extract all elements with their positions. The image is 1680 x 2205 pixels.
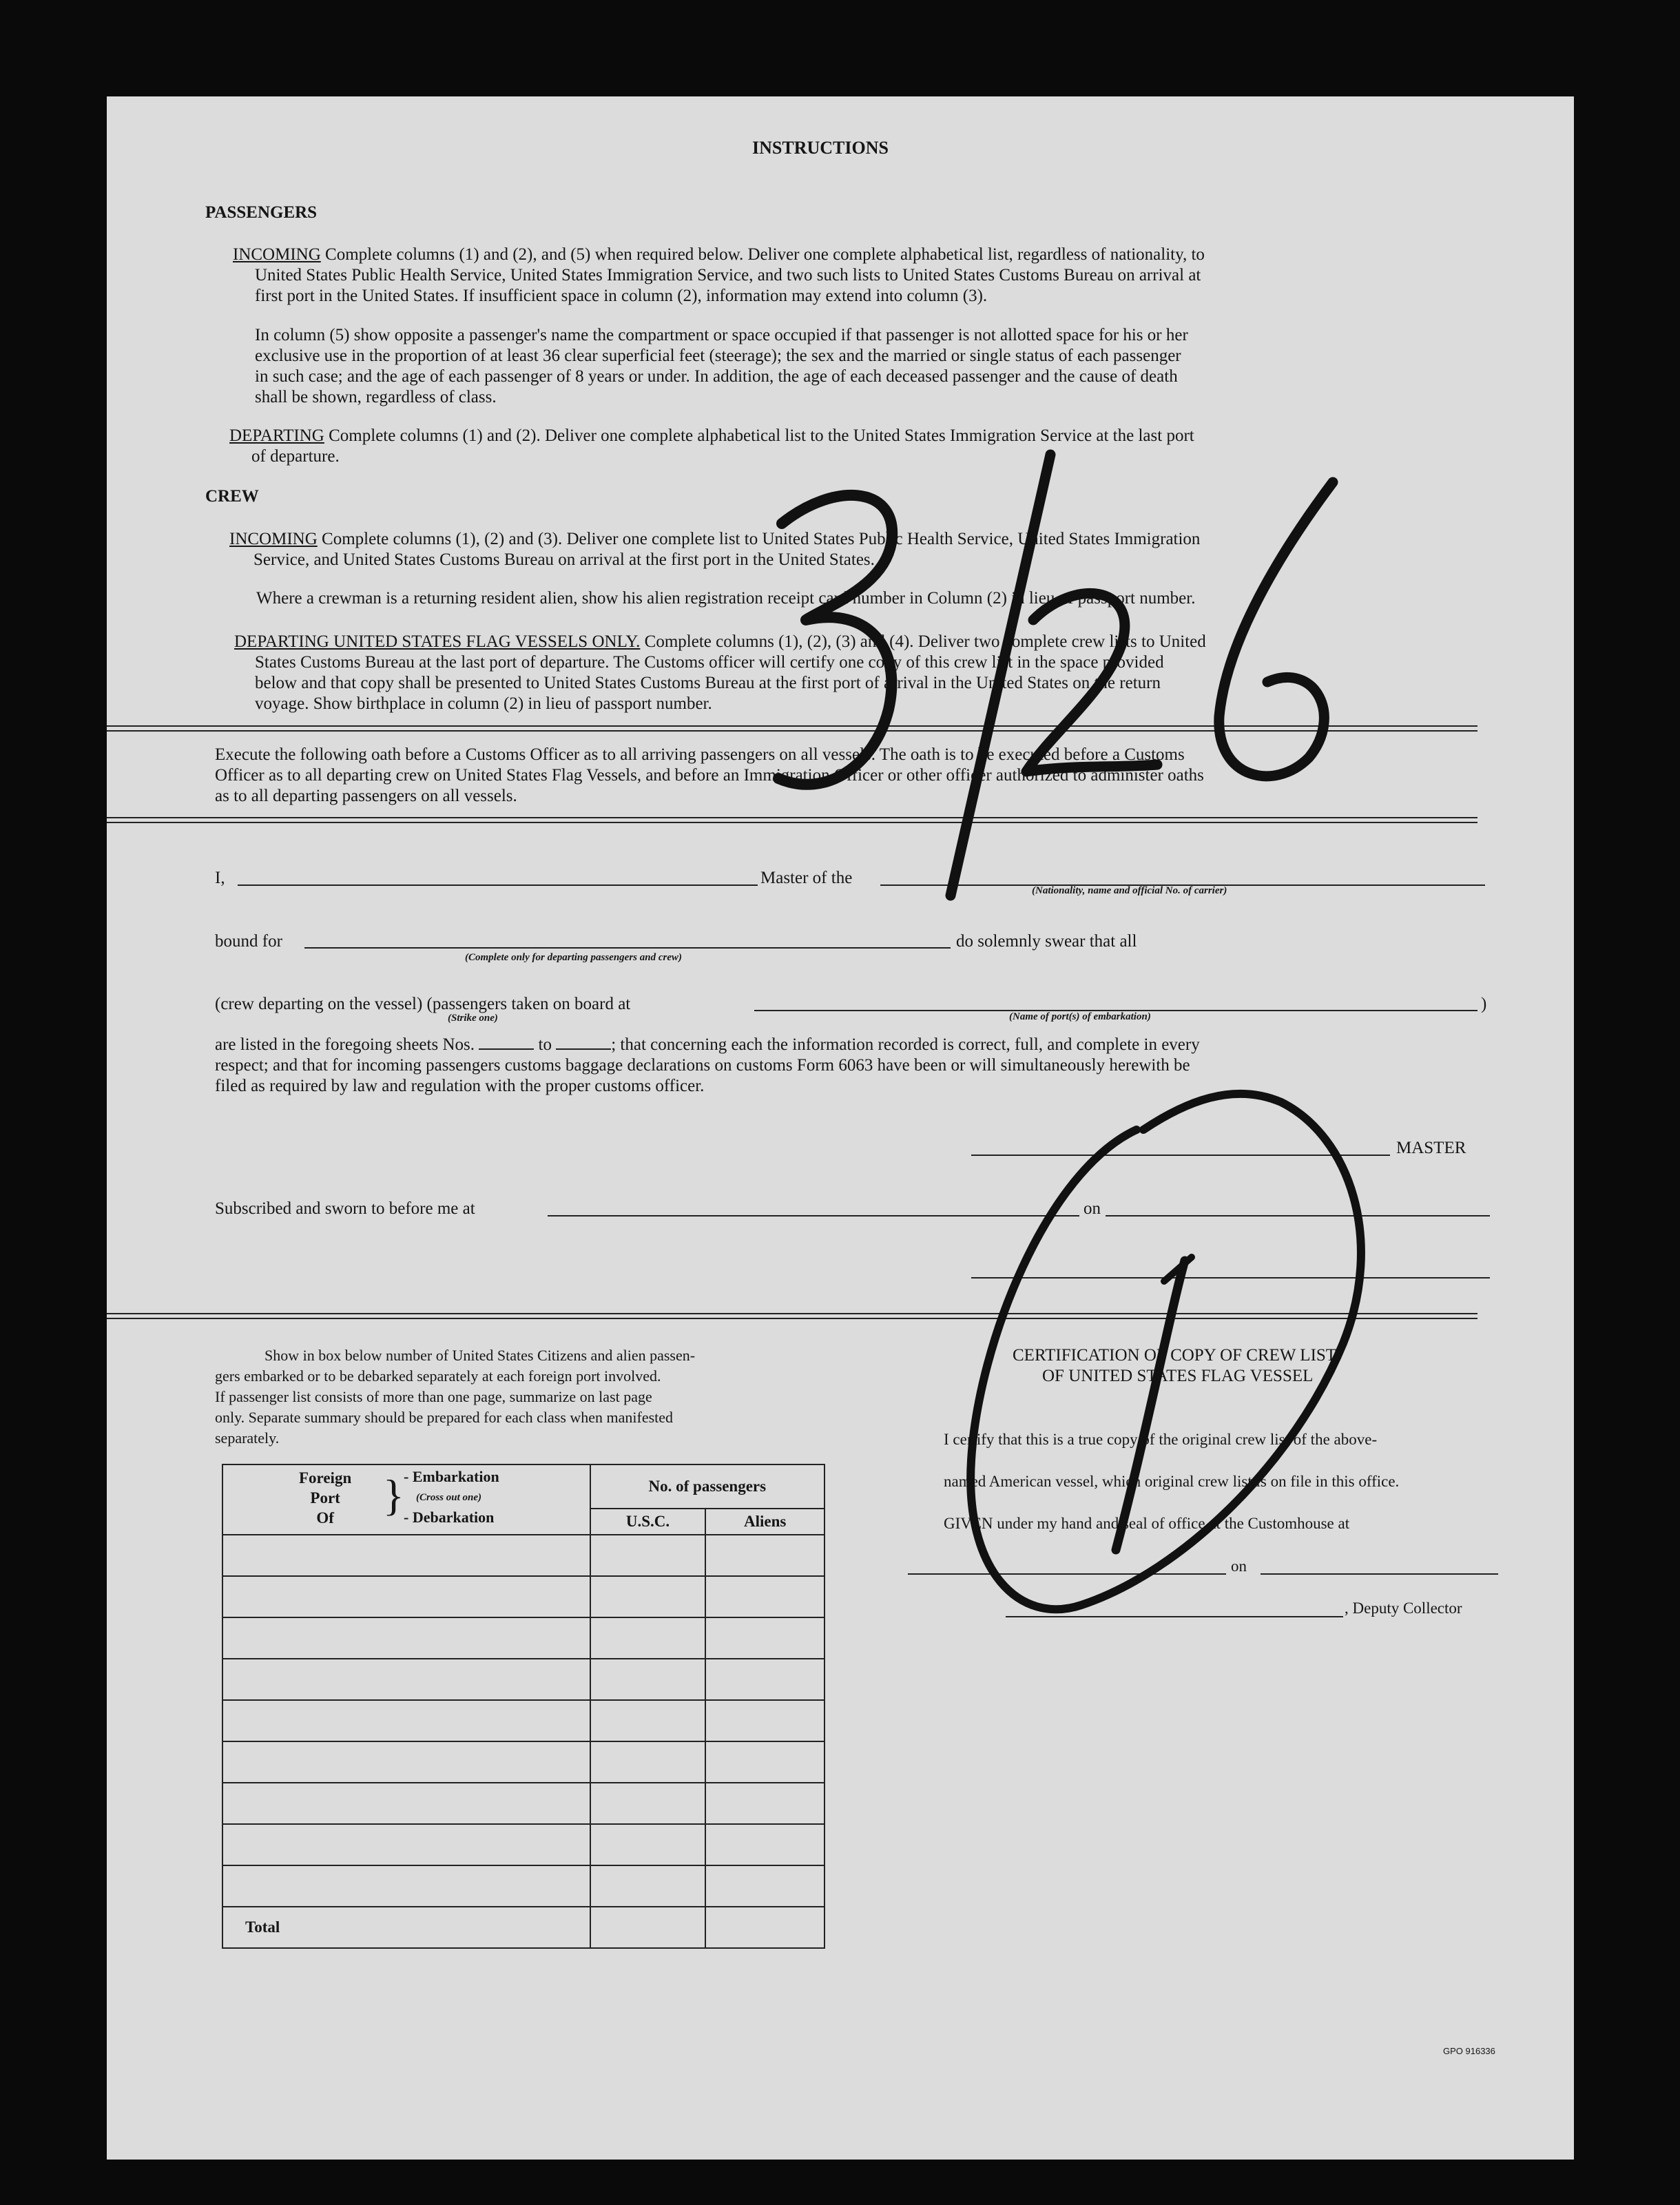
execute-line-1: Execute the following oath before a Customs Officer as to all arriving passengers on all vessels. The oath is to be executed before a Customs [215, 745, 1185, 764]
port-label-of: Of [316, 1509, 334, 1526]
summary-intro-2: gers embarked or to be debarked separately at each foreign port involved. [215, 1367, 661, 1385]
passengers-incoming-label: INCOMING [233, 245, 321, 264]
handwritten-six-icon [1219, 482, 1333, 776]
crew-incoming-line-2: Service, and United States Customs Bureau on arrival at the first port in the United States. [253, 550, 875, 569]
crew-departing-text: Complete columns (1), (2), (3) and (4). Deliver two complete crew lists to United [644, 632, 1206, 651]
listed-to: to [538, 1035, 552, 1054]
column5-line-1: In column (5) show opposite a passenger's name the compartment or space occupied if that passenger is not allotted space for his or her [255, 326, 1188, 344]
page-title: INSTRUCTIONS [752, 138, 889, 158]
no-passengers-header: No. of passengers [590, 1464, 825, 1509]
close-paren: ) [1481, 995, 1487, 1013]
crew-incoming-label: INCOMING [229, 530, 318, 548]
i-label: I, [215, 869, 225, 887]
listed-line-3: filed as required by law and regulation with the proper customs officer. [215, 1077, 705, 1095]
passengers-departing-line-2: of departure. [251, 447, 340, 466]
certification-title-2: OF UNITED STATES FLAG VESSEL [1042, 1367, 1314, 1385]
port-label-port: Port [310, 1489, 340, 1507]
master-label: MASTER [1396, 1139, 1466, 1157]
brace: } [383, 1471, 404, 1520]
listed-line-2: respect; and that for incoming passengers customs baggage declarations on customs Form 6063 have been or will simultaneously herewith be [215, 1056, 1190, 1075]
deputy-collector-label: , Deputy Collector [1345, 1600, 1462, 1617]
summary-intro-4: only. Separate summary should be prepared for each class when manifested [215, 1409, 674, 1426]
usc-header: U.S.C. [590, 1509, 706, 1535]
swear-text: do solemnly swear that all [956, 932, 1137, 951]
strike-caption: (Strike one) [448, 1013, 498, 1024]
summary-intro-5: separately. [215, 1429, 280, 1447]
crew-passengers-text: (crew departing on the vessel) (passengers taken on board at [215, 995, 631, 1013]
passengers-departing-label: DEPARTING [229, 426, 324, 445]
aliens-header: Aliens [705, 1509, 825, 1535]
summary-intro-3: If passenger list consists of more than one page, summarize on last page [215, 1388, 652, 1405]
bound-for-label: bound for [215, 932, 282, 951]
embarkation-option[interactable]: - Embarkation [404, 1468, 499, 1485]
crew-departing-line-3: below and that copy shall be presented to United States Customs Bureau at the first port of arrival in the United States on the return [255, 674, 1161, 692]
carrier-caption: (Nationality, name and official No. of carrier) [1032, 885, 1227, 896]
execute-line-2: Officer as to all departing crew on United States Flag Vessels, and before an Immigration Officer or other officer authorized to administer oaths [215, 766, 1204, 785]
certification-text-1: I certify that this is a true copy of the original crew list of the above- [944, 1431, 1378, 1448]
column5-line-4: shall be shown, regardless of class. [255, 388, 497, 406]
master-of-the-label: Master of the [760, 869, 853, 887]
debarkation-option[interactable]: - Debarkation [404, 1509, 495, 1526]
gpo-code: GPO 916336 [1443, 2046, 1495, 2056]
passengers-incoming-line-3: first port in the United States. If insufficient space in column (2), information may extend into column (3). [255, 287, 988, 305]
passengers-incoming-line-2: United States Public Health Service, United States Immigration Service, and two such lists to United States Customs Bureau on arrival at [255, 266, 1201, 284]
certification-text-2: named American vessel, which original crew list is on file in this office. [944, 1473, 1400, 1490]
bound-for-caption: (Complete only for departing passengers and crew) [465, 952, 682, 963]
certification-on-label: on [1231, 1557, 1247, 1575]
handwritten-three-icon [778, 495, 892, 785]
sworn-on-label: on [1083, 1199, 1101, 1218]
certification-text-3: GIVEN under my hand and seal of office at the Customhouse at [944, 1515, 1350, 1532]
column5-line-3: in such case; and the age of each passenger of 8 years or under. In addition, the age of each deceased passenger and the cause of death [255, 367, 1178, 386]
port-caption: (Name of port(s) of embarkation) [1009, 1011, 1151, 1022]
passengers-incoming-text: Complete columns (1) and (2), and (5) when required below. Deliver one complete alphabetical list, regardless of nationality, to [325, 245, 1205, 264]
crew-departing-label: DEPARTING UNITED STATES FLAG VESSELS ONLY. [234, 632, 641, 651]
passengers-heading: PASSENGERS [205, 203, 318, 222]
crew-resident-text: Where a crewman is a returning resident alien, show his alien registration receipt card number in Column (2) in lieu of passport number. [256, 589, 1196, 608]
handwritten-one-icon [1116, 1261, 1185, 1550]
crew-departing-line-2: States Customs Bureau at the last port of departure. The Customs officer will certify one copy of this crew list in the space provided [255, 653, 1164, 672]
handwritten-two-icon [1026, 593, 1157, 772]
passengers-departing-text: Complete columns (1) and (2). Deliver one complete alphabetical list to the United States Immigration Service at the last port [329, 426, 1194, 445]
crew-departing-line-4: voyage. Show birthplace in column (2) in lieu of passport number. [255, 694, 712, 713]
execute-line-3: as to all departing passengers on all vessels. [215, 787, 517, 805]
column5-line-2: exclusive use in the proportion of at least 36 clear superficial feet (steerage); the sex and the married or single status of each passenger [255, 346, 1181, 365]
listed-text-b: ; that concerning each the information recorded is correct, full, and complete in every [611, 1035, 1200, 1054]
subscribed-label: Subscribed and sworn to before me at [215, 1199, 475, 1218]
crew-incoming-text: Complete columns (1), (2) and (3). Deliver one complete list to United States Public Health Service, United States Immigration [322, 530, 1201, 548]
summary-intro-1: Show in box below number of United States Citizens and alien passen- [265, 1347, 696, 1364]
certification-title-1: CERTIFICATION OF COPY OF CREW LIST [1013, 1346, 1337, 1365]
listed-text-a: are listed in the foregoing sheets Nos. [215, 1035, 475, 1054]
cross-out-note: (Cross out one) [416, 1492, 482, 1503]
handwritten-slash-icon [951, 455, 1050, 896]
port-label-foreign: Foreign [299, 1469, 352, 1487]
crew-heading: CREW [205, 487, 259, 506]
total-label: Total [222, 1907, 590, 1948]
